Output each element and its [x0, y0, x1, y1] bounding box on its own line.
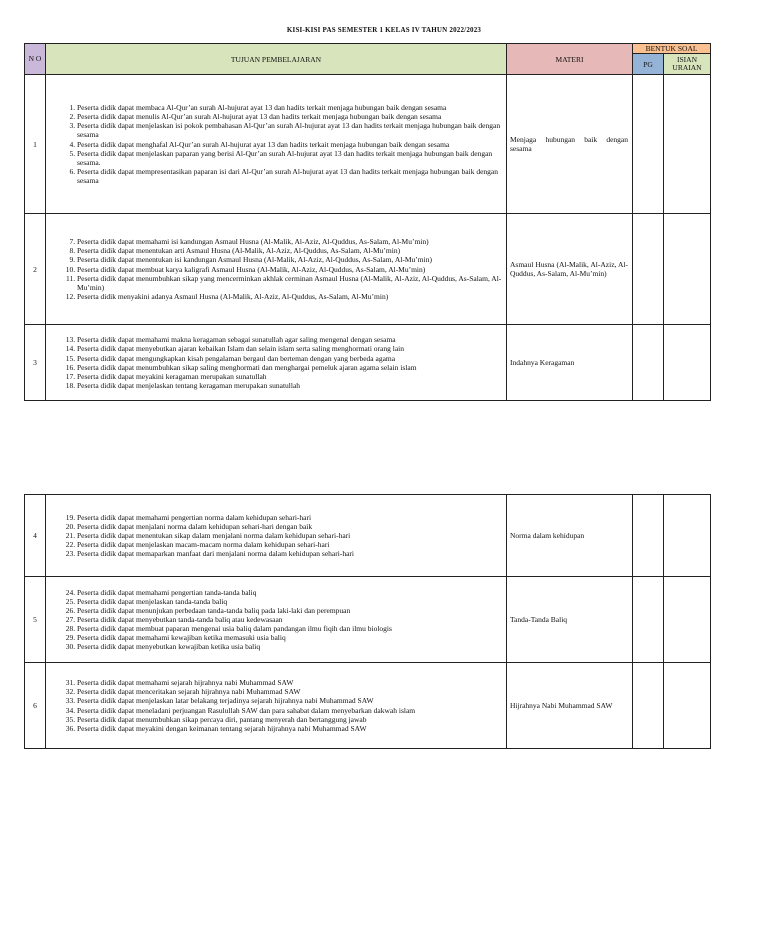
header-no: N O	[25, 44, 46, 75]
row-number: 5	[25, 577, 46, 663]
objective-list	[49, 678, 502, 733]
objectives-cell	[46, 75, 507, 214]
materi-cell: Hijrahnya Nabi Muhammad SAW	[507, 663, 633, 749]
objective-item: 7. Peserta didik dapat memahami isi kandungan Asmaul Husna (Al-Malik, Al-Aziz, Al-Quddus, As-Salam, Al-Mu’min)	[77, 237, 502, 246]
objective-item: 35. Peserta didik dapat menumbuhkan sikap percaya diri, pantang menyerah dan bertanggung jawab	[77, 715, 502, 724]
row-number: 4	[25, 495, 46, 577]
pg-cell	[633, 577, 664, 663]
objective-item: 27. Peserta didik dapat menyebutkan tanda-tanda baliq atau kedewasaan	[77, 615, 502, 624]
page-title: KISI-KISI PAS SEMESTER 1 KELAS IV TAHUN 2022/2023	[286, 26, 482, 34]
header-pg: PG	[633, 54, 664, 75]
objectives-cell	[46, 663, 507, 749]
materi-cell: Indahnya Keragaman	[507, 325, 633, 401]
objective-item: 25. Peserta didik dapat menjelaskan tanda-tanda baliq	[77, 597, 502, 606]
objective-item: 32. Peserta didik dapat menceritakan sejarah hijrahnya nabi Muhammad SAW	[77, 687, 502, 696]
objective-item: 29. Peserta didik dapat memahami kewajiban ketika memasuki usia baliq	[77, 633, 502, 642]
objective-item: 1. Peserta didik dapat membaca Al-Qur’an surah Al-hujurat ayat 13 dan hadits terkait menjaga hubungan baik dengan sesama	[77, 103, 502, 112]
objectives-cell	[46, 214, 507, 325]
objective-item: 28. Peserta didik dapat membuat paparan mengenai usia baliq dalam pandangan ilmu fiqih dan ilmu biologis	[77, 624, 502, 633]
pg-cell	[633, 75, 664, 214]
table-row	[25, 495, 711, 577]
objective-item: 2. Peserta didik dapat menulis Al-Qur’an surah Al-hujurat ayat 13 dan hadits terkait menjaga hubungan baik dengan sesama	[77, 112, 502, 121]
materi-cell: Norma dalam kehidupan	[507, 495, 633, 577]
objective-item: 31. Peserta didik dapat memahami sejarah hijrahnya nabi Muhammad SAW	[77, 678, 502, 687]
pg-cell	[633, 214, 664, 325]
objective-item: 16. Peserta didik dapat menumbuhkan sikap saling menghormati dan menghargai pemeluk ajaran agama selain islam	[77, 363, 502, 372]
objectives-cell	[46, 325, 507, 401]
materi-cell: Asmaul Husna (Al-Malik, Al-Aziz, Al-Quddus, As-Salam, Al-Mu’min)	[507, 214, 633, 325]
objective-item: 19. Peserta didik dapat memahami pengertian norma dalam kehidupan sehari-hari	[77, 513, 502, 522]
objective-item: 5. Peserta didik dapat menjelaskan paparan yang berisi Al-Qur’an surah Al-hujurat ayat 13 dan hadits terkait menjaga hubungan baik dengan sesama.	[77, 149, 502, 167]
objective-item: 24. Peserta didik dapat memahami pengertian tanda-tanda baliq	[77, 588, 502, 597]
objective-item: 9. Peserta didik dapat menentukan isi kandungan Asmaul Husna (Al-Malik, Al-Aziz, Al-Quddus, As-Salam, Al-Mu’min)	[77, 255, 502, 264]
objective-item: 20. Peserta didik dapat menjalani norma dalam kehidupan sehari-hari dengan baik	[77, 522, 502, 531]
row-number: 3	[25, 325, 46, 401]
objective-item: 3. Peserta didik dapat menjelaskan isi pokok pembahasan Al-Qur’an surah Al-hujurat ayat 13 dan hadits terkait menjaga hubungan baik dengan sesama	[77, 121, 502, 139]
pg-cell	[633, 495, 664, 577]
row-number: 1	[25, 75, 46, 214]
objectives-cell	[46, 577, 507, 663]
objective-item: 33. Peserta didik dapat menjelaskan latar belakang terjadinya sejarah hijrahnya nabi Muhammad SAW	[77, 696, 502, 705]
objective-item: 30. Peserta didik dapat menyebutkan kewajiban ketika usia baliq	[77, 642, 502, 651]
table-row	[25, 75, 711, 214]
kisi-kisi-table-page-1	[24, 43, 711, 401]
objective-list	[49, 237, 502, 301]
table-row	[25, 214, 711, 325]
objective-item: 10. Peserta didik dapat membuat karya kaligrafi Asmaul Husna (Al-Malik, Al-Aziz, Al-Quddus, As-Salam, Al-Mu’min)	[77, 265, 502, 274]
objective-item: 4. Peserta didik dapat menghafal Al-Qur’an surah Al-hujurat ayat 13 dan hadits terkait menjaga hubungan baik dengan sesama	[77, 140, 502, 149]
objective-item: 22. Peserta didik dapat menjelaskan macam-macam norma dalam kehidupan sehari-hari	[77, 540, 502, 549]
row-number: 2	[25, 214, 46, 325]
table-row	[25, 663, 711, 749]
pg-cell	[633, 325, 664, 401]
objective-list	[49, 513, 502, 559]
table-row	[25, 577, 711, 663]
objective-item: 23. Peserta didik dapat memaparkan manfaat dari menjalani norma dalam kehidupan sehari-hari	[77, 549, 502, 558]
objectives-cell	[46, 495, 507, 577]
isian-cell	[664, 325, 711, 401]
materi-cell: Tanda-Tanda Baliq	[507, 577, 633, 663]
kisi-kisi-table-page-2	[24, 494, 711, 749]
isian-cell	[664, 495, 711, 577]
isian-cell	[664, 663, 711, 749]
objective-item: 34. Peserta didik dapat meneladani perjuangan Rasulullah SAW dan para sahabat dalam menyebarkan dakwah islam	[77, 706, 502, 715]
isian-cell	[664, 214, 711, 325]
table-row	[25, 325, 711, 401]
objective-item: 14. Peserta didik dapat menyebutkan ajaran kebaikan Islam dan selain islam serta saling menghormati orang lain	[77, 344, 502, 353]
objective-item: 26. Peserta didik dapat menunjukan perbedaan tanda-tanda baliq pada laki-laki dan perempuan	[77, 606, 502, 615]
objective-item: 8. Peserta didik dapat menentukan arti Asmaul Husna (Al-Malik, Al-Aziz, Al-Quddus, As-Salam, Al-Mu’min)	[77, 246, 502, 255]
header-isian-uraian: ISIAN URAIAN	[664, 54, 711, 75]
objective-list	[49, 103, 502, 185]
header-bentuk-soal: BENTUK SOAL	[633, 44, 711, 54]
objective-item: 13. Peserta didik dapat memahami makna keragaman sebagai sunatullah agar saling mengenal dengan sesama	[77, 335, 502, 344]
isian-cell	[664, 75, 711, 214]
header-tujuan-pembelajaran: TUJUAN PEMBELAJARAN	[46, 44, 507, 75]
objective-item: 18. Peserta didik dapat menjelaskan tentang keragaman merupakan sunatullah	[77, 381, 502, 390]
objective-item: 6. Peserta didik dapat mempresentasikan paparan isi dari Al-Qur’an surah Al-hujurat ayat 13 dan hadits terkait menjaga hubungan baik dengan sesama	[77, 167, 502, 185]
objective-item: 21. Peserta didik dapat menentukan sikap dalam menjalani norma dalam kehidupan sehari-hari	[77, 531, 502, 540]
materi-cell: Menjaga hubungan baik dengan sesama	[507, 75, 633, 214]
objective-item: 11. Peserta didik dapat menumbuhkan sikap yang mencerminkan akhlak cerminan Asmaul Husna (Al-Malik, Al-Aziz, Al-Quddus, As-Salam, Al-Mu’min)	[77, 274, 502, 292]
objective-list	[49, 588, 502, 652]
objective-item: 15. Peserta didik dapat mengungkapkan kisah pengalaman bergaul dan berteman dengan yang berbeda agama	[77, 354, 502, 363]
row-number: 6	[25, 663, 46, 749]
objective-item: 17. Peserta didik dapat meyakini keragaman merupakan sunatullah	[77, 372, 502, 381]
isian-cell	[664, 577, 711, 663]
pg-cell	[633, 663, 664, 749]
header-materi: MATERI	[507, 44, 633, 75]
objective-list	[49, 335, 502, 390]
objective-item: 36. Peserta didik dapat meyakini dengan keimanan tentang sejarah hijrahnya nabi Muhammad SAW	[77, 724, 502, 733]
objective-item: 12. Peserta didik menyakini adanya Asmaul Husna (Al-Malik, Al-Aziz, Al-Quddus, As-Salam, Al-Mu’min)	[77, 292, 502, 301]
